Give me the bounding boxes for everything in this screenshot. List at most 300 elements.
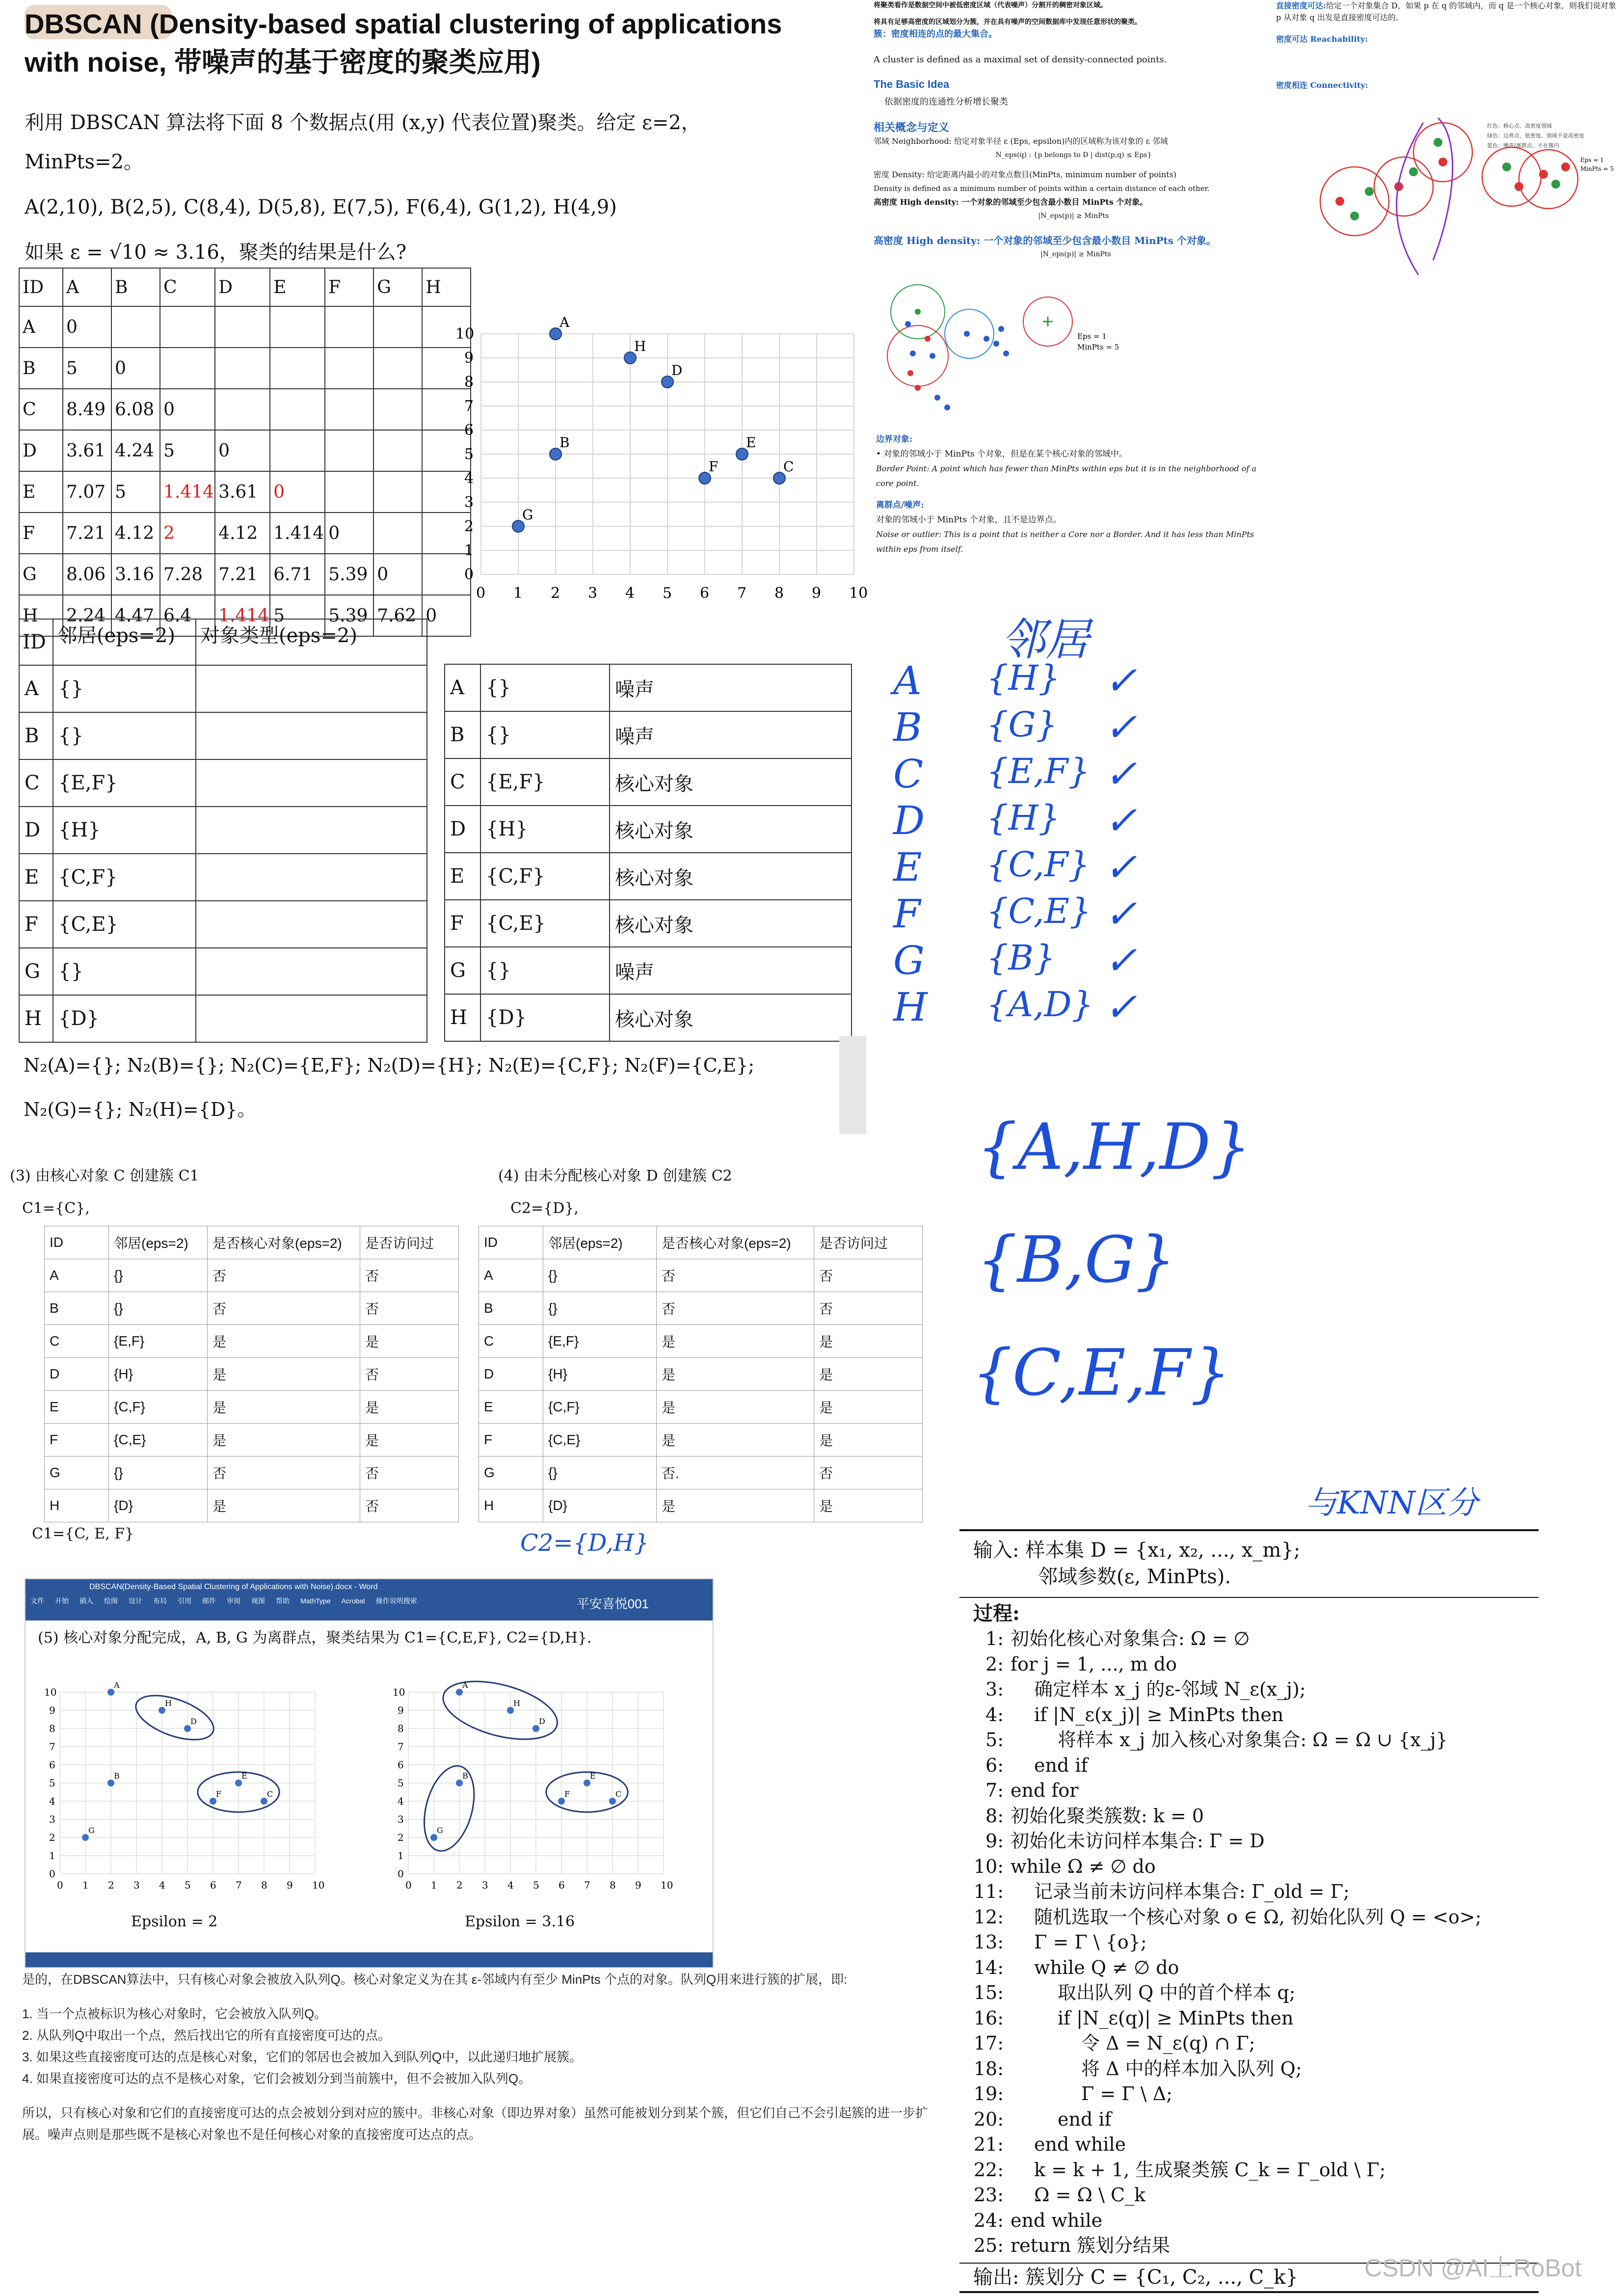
title-line-2: with noise, 带噪声的基于密度的聚类应用) — [25, 47, 541, 78]
y-tick-label: 7 — [464, 398, 474, 415]
y-tick-label: 5 — [49, 1777, 55, 1789]
handwritten-neighbor-set: {C,F} — [986, 844, 1090, 885]
word-menu-item[interactable]: 设计 — [129, 1597, 142, 1605]
legend-text: 蓝色：噪声/离群点、不在簇内 — [1487, 142, 1559, 149]
scatter-point-label: G — [522, 507, 533, 523]
step-header-cell: 是否核心对象(eps=2) — [208, 1226, 360, 1259]
scatter-point — [532, 1725, 539, 1732]
step-cell: E — [45, 1391, 109, 1424]
step-header-cell: 邻居(eps=2) — [543, 1226, 657, 1259]
scatter-point-label: E — [241, 1771, 247, 1781]
step-cell: {} — [543, 1457, 657, 1489]
scatter-point — [584, 1780, 590, 1786]
nb-cell: B — [19, 712, 53, 759]
step-cell: {C,E} — [109, 1424, 208, 1457]
slide-high-density-2: 高密度 High density: 一个对象的邻域至少包含最小数目 MinPts 个对象。 — [874, 235, 1216, 246]
word-titlebar — [26, 1579, 713, 1595]
algo-line — [973, 2107, 1539, 2133]
word-menu-item[interactable]: 引用 — [178, 1597, 191, 1605]
algo-line — [973, 1955, 1539, 1981]
algo-line — [973, 1728, 1539, 1753]
handwritten-id: E — [893, 844, 922, 890]
reach-circle — [1482, 147, 1541, 206]
word-menu-item[interactable]: Acrobat — [341, 1597, 365, 1605]
x-tick-label: 6 — [700, 585, 710, 602]
algo-line-number: 10: — [973, 1855, 1004, 1877]
table-row — [479, 1358, 923, 1391]
scatter-point — [107, 1689, 114, 1696]
density-illustration — [874, 275, 1274, 427]
dist-cell — [325, 389, 373, 430]
x-tick-label: 0 — [476, 585, 486, 602]
dist-cell — [160, 306, 215, 348]
algo-line-text: end while — [1034, 2134, 1126, 2155]
scatter-point-label: E — [746, 434, 756, 451]
word-menu-item[interactable]: 绘图 — [104, 1597, 118, 1605]
scatter-point-label: B — [114, 1771, 120, 1781]
table-row — [445, 853, 851, 900]
dist-cell: 4.12 — [215, 513, 270, 554]
handwritten-id: F — [893, 891, 921, 937]
check-icon: ✓ — [1104, 891, 1138, 937]
explanation-text — [22, 1969, 935, 2145]
step-cell: 否 — [208, 1259, 360, 1292]
scatter-point-label: E — [590, 1771, 596, 1781]
algo-line-text: 取出队列 Q 中的首个样本 q; — [1058, 1982, 1296, 2003]
x-tick-label: 3 — [482, 1879, 488, 1891]
y-tick-label: 8 — [398, 1723, 404, 1734]
algo-line-number: 9: — [985, 1830, 1004, 1852]
word-menu-item[interactable]: 开始 — [55, 1597, 69, 1605]
nb-cell: H — [19, 995, 53, 1042]
dist-cell: 7.07 — [63, 471, 111, 513]
step-cell: 否 — [657, 1292, 814, 1325]
nb-cell — [196, 948, 427, 995]
annotation-stroke — [1397, 123, 1423, 275]
step-cell: 是 — [360, 1325, 459, 1358]
table-row — [19, 901, 427, 948]
step-cell: {} — [543, 1292, 657, 1325]
step-cell: 是 — [208, 1391, 360, 1424]
algo-input-1: 输入: 样本集 D = {x₁, x₂, ..., x_m}; — [973, 1539, 1301, 1562]
table-row — [45, 1391, 459, 1424]
y-tick-label: 4 — [49, 1795, 55, 1807]
word-statusbar — [26, 1952, 713, 1967]
algo-line-text: k = k + 1, 生成聚类簇 C_k = Γ_old \ Γ; — [1034, 2159, 1386, 2181]
dist-cell: 2 — [160, 513, 215, 554]
dist-cell: H — [19, 595, 63, 636]
scatter-point-label: B — [462, 1771, 468, 1781]
step-cell: 否 — [360, 1489, 459, 1522]
step3-title: (3) 由核心对象 C 创建簇 C1 — [10, 1167, 199, 1185]
table-row — [479, 1457, 923, 1489]
explanation-item: 4. 如果直接密度可达的点不是核心对象，它们会被划分到当前簇中，但不会被加入队列Q。 — [22, 2071, 532, 2086]
nb-cell: F — [19, 901, 53, 948]
dist-cell: 8.06 — [63, 554, 111, 595]
dist-cell — [160, 348, 215, 389]
algo-line-text: 确定样本 x_j 的ε-邻域 N_ε(x_j); — [1034, 1678, 1306, 1700]
reach-point — [1551, 180, 1560, 189]
slide-definitions — [874, 0, 1274, 275]
algo-input-2: 邻域参数(ε, MinPts). — [1038, 1566, 1231, 1588]
slide-border-cn: • 对象的邻域小于 MinPts 个对象，但是在某个核心对象的邻域中。 — [876, 449, 1128, 459]
table-row — [19, 807, 427, 854]
page-title — [25, 5, 810, 81]
nb-cell — [196, 712, 427, 759]
nb-cell: F — [445, 900, 480, 947]
dist-cell: 0 — [325, 513, 373, 554]
dist-header-cell: F — [325, 268, 373, 306]
scatter-point-label: C — [267, 1789, 273, 1799]
dist-cell: 4.24 — [111, 430, 160, 471]
algo-line-text: while Q ≠ ∅ do — [1034, 1956, 1179, 1978]
reach-point — [1335, 197, 1344, 206]
density-point — [905, 321, 911, 327]
table-row — [19, 513, 471, 554]
handwritten-knn-note: 与KNN区分 — [1305, 1485, 1478, 1521]
handwritten-neighbor-set: {E,F} — [986, 751, 1090, 791]
density-point — [915, 385, 921, 391]
scatter-point-label: D — [671, 362, 683, 378]
y-tick-label: 10 — [393, 1686, 405, 1698]
density-point — [907, 370, 913, 376]
algo-line-text: end while — [1011, 2209, 1103, 2231]
step-cell: {H} — [109, 1358, 208, 1391]
scatter-point — [609, 1798, 616, 1805]
handwritten-neighbor-set: {H} — [986, 798, 1061, 838]
dist-header-cell: G — [373, 268, 422, 306]
y-tick-label: 0 — [49, 1868, 55, 1880]
dist-cell: 7.28 — [160, 554, 215, 595]
x-tick-label: 7 — [236, 1879, 242, 1891]
nb-cell: {} — [480, 947, 610, 994]
word-user[interactable]: 平安喜悦001 — [576, 1596, 649, 1611]
step-cell: {H} — [543, 1358, 657, 1391]
y-tick-label: 5 — [464, 446, 474, 463]
nb-cell: H — [445, 994, 480, 1041]
dist-cell — [111, 306, 160, 348]
scatter-point — [456, 1780, 463, 1786]
step-cell: {C,E} — [543, 1424, 657, 1457]
dist-cell: 1.414 — [270, 513, 325, 554]
step-cell: {} — [543, 1259, 657, 1292]
table-row — [19, 389, 471, 430]
reach-point — [1502, 162, 1511, 171]
algo-line-text: while Ω ≠ ∅ do — [1011, 1855, 1156, 1877]
dist-cell: 7.21 — [215, 554, 270, 595]
algo-line — [973, 2081, 1539, 2107]
table-row — [45, 1424, 459, 1457]
algo-line-number: 6: — [985, 1754, 1004, 1776]
reachability-figure — [1276, 113, 1620, 290]
dist-cell: 0 — [215, 430, 270, 471]
table-row — [19, 471, 471, 513]
y-tick-label: 1 — [49, 1850, 55, 1862]
y-tick-label: 4 — [464, 470, 474, 487]
algo-line — [973, 2183, 1539, 2208]
algo-line-number: 13: — [973, 1931, 1004, 1953]
density-point — [925, 336, 931, 342]
nb-cell: A — [445, 664, 480, 711]
table-row — [19, 948, 427, 995]
table-row — [19, 854, 427, 901]
y-tick-label: 2 — [49, 1832, 55, 1843]
dist-cell — [270, 348, 325, 389]
algo-line-number: 2: — [985, 1653, 1004, 1675]
table-row — [479, 1424, 923, 1457]
check-icon: ✓ — [1104, 658, 1138, 703]
y-tick-label: 7 — [49, 1741, 55, 1753]
handwritten-neighbor-row — [893, 844, 1168, 889]
step-cell: 否 — [814, 1292, 923, 1325]
problem-line-1: 利用 DBSCAN 算法将下面 8 个数据点(用 (x,y) 代表位置)聚类。给定 ε=2， — [25, 111, 701, 134]
x-tick-label: 9 — [287, 1879, 293, 1891]
scatter-point — [210, 1798, 216, 1805]
table-row — [479, 1489, 923, 1522]
y-tick-label: 6 — [398, 1759, 404, 1771]
dist-cell: 0 — [111, 348, 160, 389]
dist-cell — [215, 306, 270, 348]
x-tick-label: 0 — [57, 1879, 63, 1891]
problem-question: 如果 ε = √10 ≈ 3.16，聚类的结果是什么? — [25, 241, 407, 264]
step4-title: (4) 由未分配核心对象 D 创建簇 C2 — [498, 1167, 732, 1185]
x-tick-label: 1 — [513, 585, 523, 602]
table-row — [445, 806, 851, 853]
slide-density-en: Density is defined as a minimum number of points within a certain distance of each other. — [874, 184, 1210, 193]
algo-line-text: if |N_ε(q)| ≥ MinPts then — [1058, 2007, 1294, 2029]
nb-cell: {C,E} — [53, 901, 196, 948]
step-cell: 否 — [360, 1259, 459, 1292]
legend-value: MinPts = 5 — [1580, 165, 1614, 172]
algo-output: 输出: 簇划分 C = {C₁, C₂, ..., C_k} — [973, 2266, 1298, 2289]
step-cell: E — [479, 1391, 543, 1424]
table-row — [19, 665, 427, 712]
distance-table — [19, 268, 471, 637]
y-tick-label: 6 — [49, 1759, 55, 1771]
dist-cell: 3.61 — [63, 430, 111, 471]
algo-line — [973, 1879, 1539, 1905]
step-cell: C — [45, 1325, 109, 1358]
dist-cell — [373, 513, 422, 554]
x-tick-label: 6 — [559, 1879, 565, 1891]
word-menu-item[interactable]: 文件 — [30, 1597, 44, 1605]
algo-line — [973, 2031, 1539, 2056]
dist-header-cell: H — [422, 268, 471, 306]
epsilon-316-plot — [379, 1668, 693, 1898]
dist-cell — [215, 348, 270, 389]
scatter-point — [261, 1798, 267, 1805]
cluster-ellipse — [130, 1687, 219, 1749]
density-point — [993, 341, 999, 347]
x-tick-label: 10 — [661, 1879, 673, 1891]
word-menu-item[interactable]: 邮件 — [202, 1597, 216, 1605]
handwritten-id: D — [893, 798, 925, 843]
handwritten-neighbor-set: {C,E} — [986, 891, 1091, 931]
x-tick-label: 9 — [635, 1879, 641, 1891]
reach-point — [1365, 187, 1374, 196]
step-header-cell: ID — [479, 1226, 543, 1259]
y-tick-label: 10 — [44, 1686, 57, 1698]
legend-text: 红色：核心点、高密度领域 — [1487, 123, 1552, 129]
algo-line-number: 16: — [973, 2007, 1004, 2029]
scatter-point — [184, 1725, 191, 1732]
table-row — [445, 664, 851, 711]
slide-noise-en: Noise or outlier: This is a point that is neither a Core nor a Border. And it has less than MinPts within eps from itself. — [876, 530, 1254, 554]
word-menu-item[interactable]: 操作说明搜索 — [375, 1597, 417, 1605]
nb-header-type: 对象类型(eps=2) — [196, 619, 427, 665]
algo-line-number: 7: — [985, 1780, 1004, 1801]
handwritten-id: A — [893, 658, 922, 703]
x-tick-label: 9 — [812, 585, 822, 602]
slide-neighborhood-formula: N_eps(q) : {p belongs to D | dist(p,q) ≤ Eps} — [995, 151, 1152, 159]
word-menu-item[interactable]: 帮助 — [276, 1597, 290, 1605]
dist-cell: A — [19, 306, 63, 348]
handwritten-neighbor-set: {G} — [986, 704, 1058, 745]
caption-eps-2: Epsilon = 2 — [131, 1913, 218, 1930]
neighbor-sets — [24, 1043, 754, 1132]
word-menu-item[interactable]: 视图 — [251, 1597, 265, 1605]
check-icon: ✓ — [1104, 751, 1138, 797]
step-cell: G — [45, 1457, 109, 1489]
nb-cell — [196, 854, 427, 901]
step-cell: 是 — [360, 1424, 459, 1457]
x-tick-label: 10 — [849, 585, 868, 602]
table-row — [45, 1489, 459, 1522]
dist-cell: 0 — [160, 389, 215, 430]
nb-cell: {} — [480, 664, 610, 711]
nb-cell: E — [19, 854, 53, 901]
handwritten-neighbor-set: {B} — [986, 938, 1056, 978]
dist-cell: D — [19, 430, 63, 471]
word-menu-item[interactable]: 审阅 — [227, 1597, 240, 1605]
dist-cell: 0 — [422, 595, 471, 636]
table-row — [479, 1391, 923, 1424]
reach-point — [1539, 170, 1548, 179]
algo-line-number: 4: — [985, 1703, 1004, 1726]
dist-cell: 6.4 — [160, 595, 215, 636]
table-row — [19, 348, 471, 389]
scatter-point — [82, 1834, 89, 1841]
y-tick-label: 1 — [398, 1850, 404, 1862]
step-cell: {E,F} — [543, 1325, 657, 1358]
x-tick-label: 2 — [456, 1879, 463, 1891]
scatter-point-label: D — [539, 1717, 545, 1726]
table-row — [445, 947, 851, 994]
problem-points: A(2,10), B(2,5), C(8,4), D(5,8), E(7,5), F(6,4), G(1,2), H(4,9) — [25, 196, 617, 218]
x-tick-label: 8 — [610, 1879, 616, 1891]
x-tick-label: 3 — [133, 1879, 140, 1891]
handwritten-id: H — [893, 984, 928, 1030]
dist-header-cell: B — [111, 268, 160, 306]
step-cell: {D} — [109, 1489, 208, 1522]
algo-line-number: 19: — [973, 2083, 1004, 2105]
x-tick-label: 0 — [405, 1879, 412, 1891]
algo-line-text: 记录当前未访问样本集合: Γ_old = Γ; — [1034, 1881, 1350, 1902]
slide-border-noise — [876, 432, 1274, 557]
algo-line — [973, 1854, 1539, 1880]
table-row — [479, 1325, 923, 1358]
caption-eps-316: Epsilon = 3.16 — [465, 1913, 575, 1930]
step3-section — [10, 1163, 471, 1542]
table-row — [45, 1292, 459, 1325]
algo-line-number: 14: — [973, 1956, 1004, 1978]
scatter-point — [159, 1707, 165, 1714]
dist-cell: 8.49 — [63, 389, 111, 430]
dist-cell: 3.16 — [111, 554, 160, 595]
explanation-item: 2. 从队列Q中取出一个点，然后找出它的所有直接密度可达的点。 — [22, 2028, 391, 2043]
explanation-item: 1. 当一个点被标识为核心对象时，它会被放入队列Q。 — [22, 2006, 327, 2021]
scatter-point — [107, 1780, 114, 1786]
step-cell: 是 — [657, 1391, 814, 1424]
dist-cell — [373, 348, 422, 389]
algo-line — [973, 1652, 1539, 1677]
step-cell: 是 — [657, 1489, 814, 1522]
handwritten-neighbors-title: 邻居 — [1001, 614, 1090, 666]
slide-neighborhood: 邻域 Neighborhood: 给定对象半径 ε (Eps, epsilon)内的区域称为该对象的 ε 邻域 — [874, 136, 1168, 146]
algo-line-text: 初始化未访问样本集合: Γ = D — [1011, 1830, 1265, 1852]
step4-section — [479, 1163, 935, 1522]
x-tick-label: 2 — [108, 1879, 114, 1891]
step-cell: {D} — [543, 1489, 657, 1522]
nb-cell: {C,E} — [480, 900, 610, 947]
slide-cluster-def: A cluster is defined as a maximal set of density-connected points. — [874, 54, 1167, 65]
nb-header-id: ID — [19, 619, 53, 665]
dist-cell: 6.71 — [270, 554, 325, 595]
algo-line-text: Γ = Γ \ Δ; — [1081, 2083, 1172, 2105]
nb-cell: {C,F} — [480, 853, 610, 900]
algo-line — [973, 2006, 1539, 2031]
table-row — [45, 1457, 459, 1489]
explanation-para-2: 所以，只有核心对象和它们的直接密度可达的点会被划分到对应的簇中。非核心对象（即边界对象）虽然可能被划分到某个簇，但它们自己不会引起簇的进一步扩展。噪声点则是那些既不是核心对象也不是任何核心对象的直接密度可达点的点。 — [22, 2106, 929, 2142]
y-tick-label: 9 — [398, 1704, 404, 1716]
algo-line-text: if |N_ε(x_j)| ≥ MinPts then — [1034, 1703, 1284, 1726]
word-menu-item[interactable]: MathType — [300, 1597, 331, 1605]
nb-type-cell: 核心对象 — [610, 994, 851, 1041]
step-cell: 否 — [814, 1259, 923, 1292]
nb-cell — [196, 995, 427, 1042]
scatter-point-label: A — [114, 1680, 120, 1690]
step-cell: 否 — [814, 1457, 923, 1489]
dist-cell: 7.21 — [63, 513, 111, 554]
step-cell: 否. — [657, 1457, 814, 1489]
word-menu-item[interactable]: 布局 — [153, 1597, 167, 1605]
check-icon: ✓ — [1104, 984, 1138, 1030]
word-menu-item[interactable]: 插入 — [80, 1597, 93, 1605]
word-title: DBSCAN(Density-Based Spatial Clustering of Applications with Noise).docx - Word — [89, 1583, 378, 1591]
slide-intro-1: 将聚类看作是数据空间中被低密度区域（代表噪声）分割开的稠密对象区域。 — [874, 1, 1107, 9]
x-tick-label: 4 — [159, 1879, 165, 1891]
dist-cell: 0 — [373, 554, 422, 595]
dist-cell: 0 — [270, 471, 325, 513]
x-tick-label: 5 — [185, 1879, 191, 1891]
dist-cell: 5 — [111, 471, 160, 513]
handwritten-neighbor-row — [893, 798, 1168, 842]
nb-cell: {H} — [480, 806, 610, 853]
step-cell: 否 — [657, 1259, 814, 1292]
step-cell: 是 — [814, 1489, 923, 1522]
dist-cell: 5.39 — [325, 595, 373, 636]
nb-cell: {} — [53, 665, 196, 712]
sidebar-strip — [839, 1036, 866, 1134]
nb-type-cell: 核心对象 — [610, 900, 851, 947]
step-cell: A — [45, 1259, 109, 1292]
handwritten-neighbor-set: {A,D} — [986, 984, 1093, 1025]
reach-direct-title: 直接密度可达: — [1276, 1, 1326, 10]
dist-cell: F — [19, 513, 63, 554]
scatter-point — [430, 1834, 437, 1841]
dist-cell: 3.61 — [215, 471, 270, 513]
algo-line — [973, 2132, 1539, 2158]
